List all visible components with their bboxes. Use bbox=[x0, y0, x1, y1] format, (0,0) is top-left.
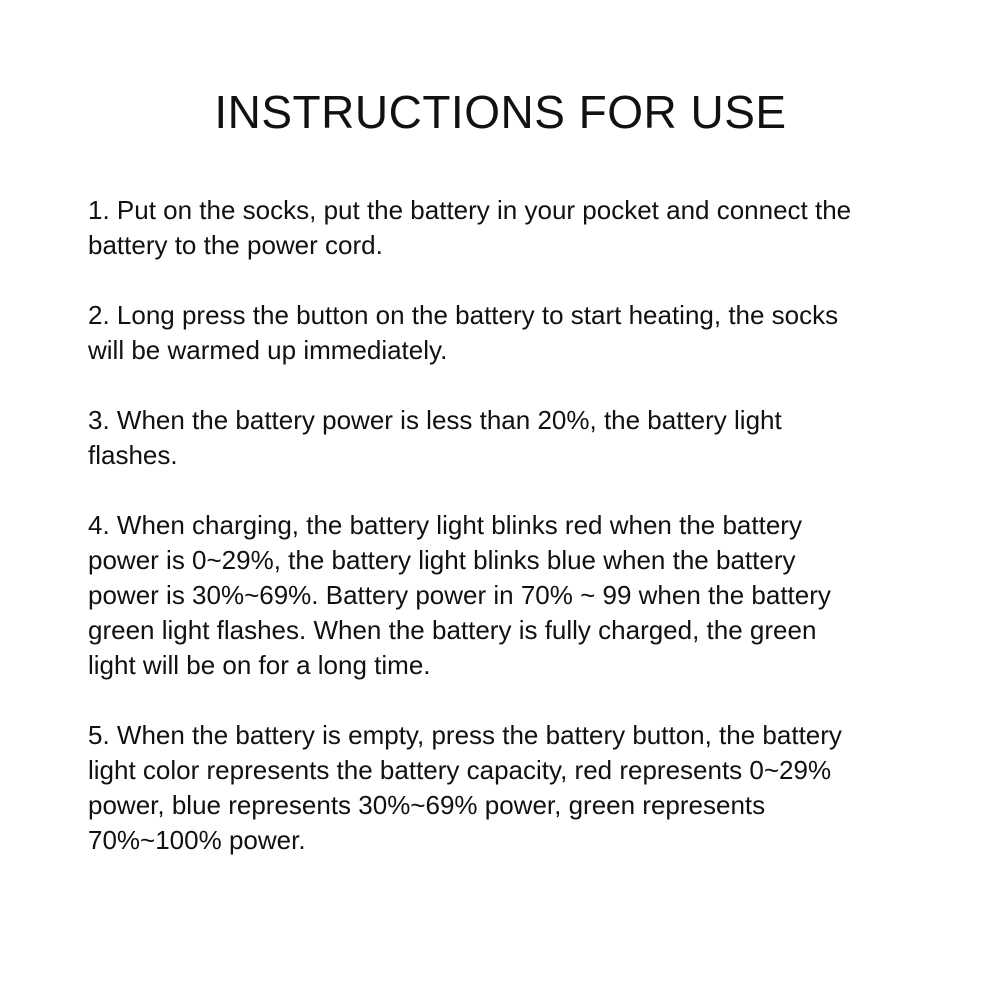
instruction-step-3: 3. When the battery power is less than 20%, the battery light flashes. bbox=[88, 405, 782, 470]
page-title: INSTRUCTIONS FOR USE bbox=[214, 86, 787, 138]
instruction-step-2: 2. Long press the button on the battery to start heating, the socks will be warmed up immediately. bbox=[88, 300, 839, 365]
instruction-steps bbox=[88, 193, 928, 893]
instruction-step-1: 1. Put on the socks, put the battery in your pocket and connect the battery to the power cord. bbox=[88, 195, 852, 260]
instruction-step-4: 4. When charging, the battery light blinks red when the battery power is 0~29%, the battery light blinks blue when the battery power is 30%~69%. Battery power in 70% ~ 99 when the battery green light flashes. When the battery is fully charged, the green light will be on for a long time. bbox=[88, 510, 831, 680]
instruction-step-5: 5. When the battery is empty, press the battery button, the battery light color represents the battery capacity, red represents 0~29% power, blue represents 30%~69% power, green represents 70%~100% power. bbox=[88, 720, 842, 855]
